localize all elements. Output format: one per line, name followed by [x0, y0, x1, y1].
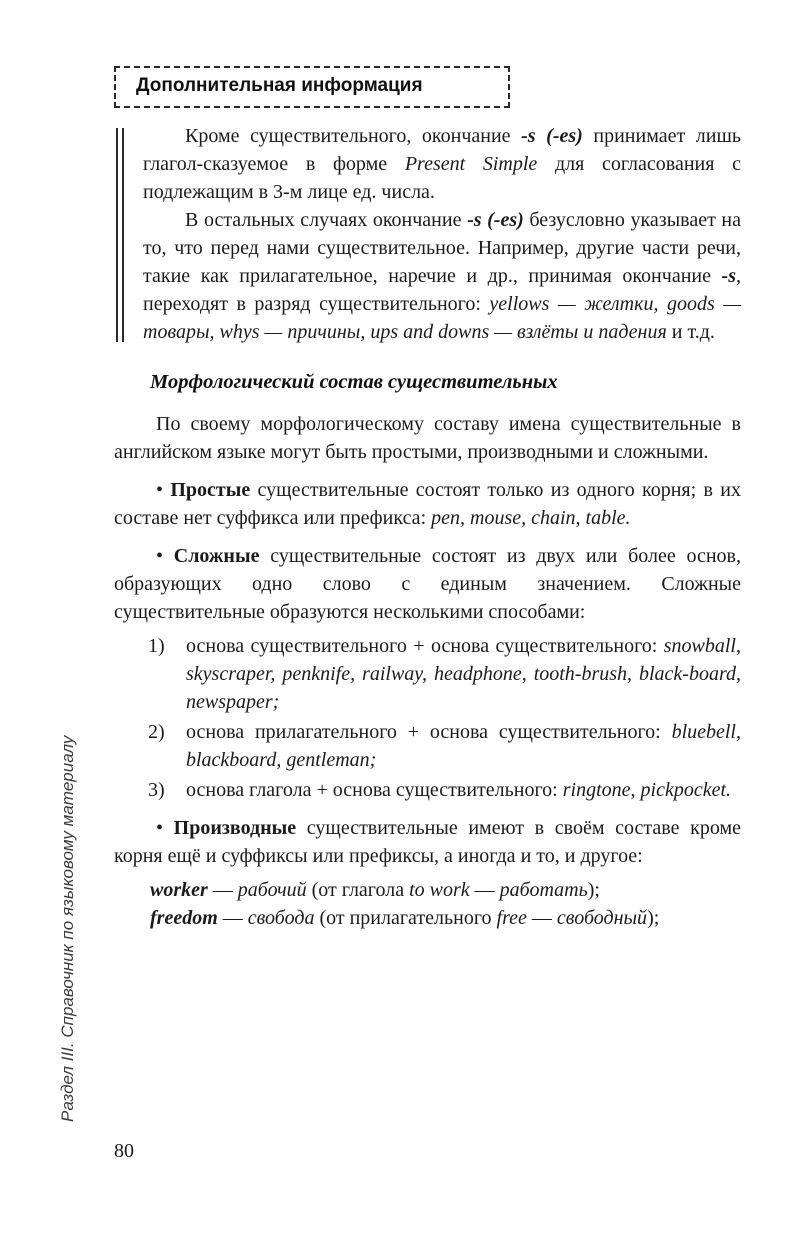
numbered-list: [148, 632, 741, 804]
text-run: ringtone, pickpocket.: [562, 779, 732, 801]
text-run: существительные состоят только из одного корня; в их составе нет суффикса или префикса:: [114, 479, 741, 529]
example-freedom: [150, 904, 741, 932]
text-run: —: [217, 907, 248, 929]
item-marker: 1): [148, 635, 165, 657]
text-run: —: [469, 879, 500, 901]
numbered-item-1: [148, 632, 741, 716]
text-run: В остальных случаях окончание: [185, 209, 468, 231]
info-box: [114, 66, 510, 108]
text-run: );: [587, 879, 600, 901]
text-run: —: [207, 879, 238, 901]
text-run: snowball, skyscraper, penknife, railway, headphone, tooth-brush, black-board, newspaper;: [186, 635, 741, 713]
text-run: bluebell, blackboard, gentleman;: [186, 721, 741, 771]
text-run: принимает лишь глагол-сказуемое в форме: [143, 125, 741, 175]
text-run: yellows — желтки, goods — товары, whys — причины, ups and downs — взлёты и падения: [143, 293, 742, 343]
info-block: [114, 122, 741, 346]
page-number: 80: [114, 1140, 134, 1162]
text-run: —: [526, 907, 557, 929]
text-run: существительные имеют в своём составе кроме корня ещё и суффиксы или префиксы, а иногда и то, и другое:: [114, 817, 741, 867]
text-run: worker: [150, 879, 208, 901]
item-text: [186, 776, 741, 804]
info-box-title: Дополнительная информация: [136, 75, 423, 96]
info-paragraph-2: [143, 206, 741, 346]
bullet-paragraph-simple-nouns: [114, 476, 741, 532]
item-marker: 3): [148, 779, 165, 801]
intro-paragraph: [114, 410, 741, 466]
bullet-paragraph-compound-nouns: [114, 542, 741, 626]
text-run: и т.д.: [666, 321, 715, 343]
text-run: (от глагола: [306, 879, 410, 901]
info-paragraph-1: [143, 122, 741, 206]
section-heading: Морфологический состав существительных: [150, 371, 558, 393]
item-marker: 2): [148, 721, 165, 743]
item-text: [186, 718, 741, 774]
text-run: для согласования с подлежащим в 3-м лице ед. числа.: [143, 153, 741, 203]
text-run: -s: [721, 265, 736, 287]
text-run: Сложные: [173, 545, 260, 567]
text-run: рабочий: [237, 879, 307, 901]
text-run: Производные: [173, 817, 297, 839]
page-content: [114, 66, 741, 932]
example-worker: [150, 876, 741, 904]
text-run: свободный: [556, 907, 648, 929]
item-text: [186, 632, 741, 716]
text-run: существительные состоят из двух или более основ, образующих одно слово с единым значением. Сложные существительные образуются несколькими способами:: [114, 545, 741, 623]
bullet-paragraph-derived-nouns: [114, 814, 741, 870]
text-run: •: [156, 817, 174, 839]
text-run: (от прилагательного: [314, 907, 497, 929]
text-run: freedom: [150, 907, 218, 929]
text-run: По своему морфологическому составу имена существительные в английском языке могут быть простыми, производными и сложными.: [114, 413, 741, 463]
text-run: Простые: [170, 479, 251, 501]
text-run: безусловно указывает на то, что перед нами существительное. Например, другие части речи, такие как прилагательное, наречие и др., принимая окончание: [143, 209, 741, 287]
text-run: основа прилагательного + основа существительного:: [186, 721, 672, 743]
text-run: •: [156, 479, 171, 501]
text-run: основа глагола + основа существительного:: [186, 779, 563, 801]
text-run: -s (-es): [467, 209, 524, 231]
text-run: Present Simple: [404, 153, 538, 175]
text-run: Кроме существительного, окончание: [185, 125, 522, 147]
text-run: , переходят в разряд существительного:: [143, 265, 741, 315]
text-run: to work: [409, 879, 470, 901]
examples-block: [150, 876, 741, 932]
text-run: -s (-es): [521, 125, 583, 147]
text-run: free: [496, 907, 527, 929]
numbered-item-3: [148, 776, 741, 804]
text-run: pen, mouse, chain, table.: [431, 507, 631, 529]
text-run: свобода: [247, 907, 315, 929]
text-run: •: [156, 545, 174, 567]
text-run: основа существительного + основа существительного:: [186, 635, 664, 657]
text-run: );: [647, 907, 660, 929]
section-sidebar-label: Раздел III. Справочник по языковому материалу: [58, 735, 77, 1122]
numbered-item-2: [148, 718, 741, 774]
text-run: работать: [499, 879, 588, 901]
